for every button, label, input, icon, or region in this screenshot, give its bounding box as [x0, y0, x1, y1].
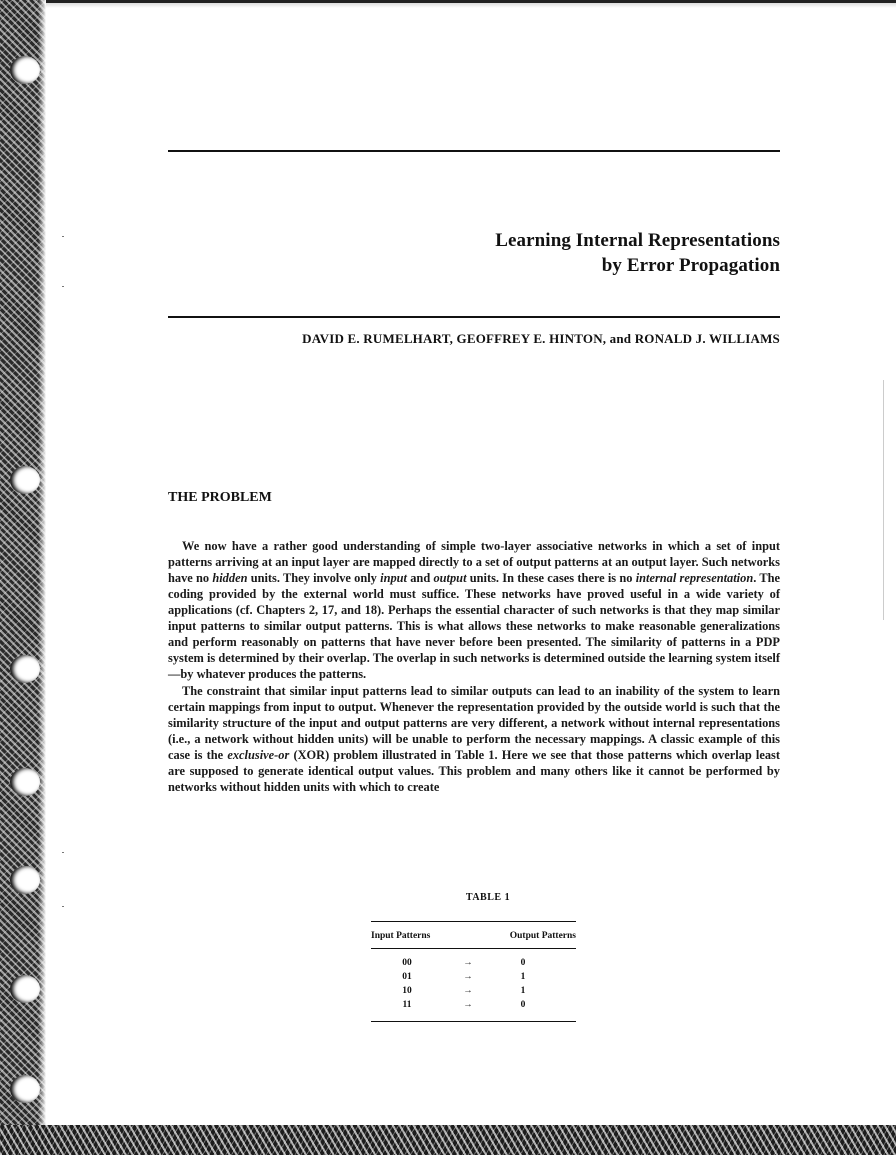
header-output-patterns: Output Patterns	[509, 931, 576, 941]
binder-hole	[10, 1075, 40, 1103]
italic-term: hidden	[212, 571, 248, 585]
top-rule	[168, 150, 780, 152]
author-line: DAVID E. RUMELHART, GEOFFREY E. HINTON, and RONALD J. WILLIAMS	[302, 331, 780, 346]
xor-table	[371, 921, 576, 1022]
text-run: The constraint that similar input patterns lead to similar outputs can lead to an inability of the system to learn certain mappings from input to output. Whenever the representation provided by the outside world is such that the similarity structure of the input and output patterns are very different, a network without internal representations (i.e., a network without hidden units) will be unable to perform the necessary mappings. A classic example of this case is the	[168, 684, 780, 762]
arrow-icon: →	[463, 1000, 473, 1010]
arrow-icon: →	[463, 986, 473, 996]
arrow-icon: →	[463, 958, 473, 968]
output-pattern-cell: 1	[520, 986, 526, 996]
output-pattern-cell: 0	[520, 958, 526, 968]
binder-hole	[10, 866, 40, 894]
paragraph	[168, 538, 780, 682]
table-row	[371, 970, 576, 984]
chapter-title	[300, 228, 780, 278]
text-run: and	[407, 571, 434, 585]
table-row	[371, 956, 576, 970]
scan-right-edge	[883, 380, 884, 620]
arrow-icon: →	[463, 972, 473, 982]
input-pattern-cell: 11	[402, 1000, 412, 1010]
section-heading: THE PROBLEM	[168, 490, 272, 505]
output-pattern-cell: 1	[520, 972, 526, 982]
title-line-2: by Error Propagation	[601, 255, 780, 276]
italic-term: exclusive-or	[227, 748, 290, 762]
table-caption: TABLE 1	[465, 892, 511, 903]
binder-hole	[10, 975, 40, 1003]
binder-hole	[10, 466, 40, 494]
header-input-patterns: Input Patterns	[371, 931, 431, 941]
author-rule	[168, 316, 780, 318]
title-line-1: Learning Internal Representations	[495, 230, 780, 251]
output-pattern-cell: 0	[520, 1000, 526, 1010]
scan-speck	[62, 852, 64, 853]
table-row	[371, 998, 576, 1012]
input-pattern-cell: 00	[402, 958, 412, 968]
scan-top-edge	[0, 0, 896, 8]
scan-bottom-edge	[0, 1125, 896, 1155]
text-run: . The coding provided by the external world must suffice. These networks have proved useful in a wide variety of applications (cf. Chapters 2, 17, and 18). Perhaps the essential character of such networks is that they map similar input patterns to similar output patterns. This is what allows these networks to make reasonable generalizations and perform reasonably on patterns that have never before been presented. The similarity of patterns in a PDP system is determined by their overlap. The overlap in such networks is determined outside the learning system itself—by whatever produces the patterns.	[168, 571, 780, 681]
body-text	[168, 538, 780, 795]
scan-left-border	[0, 0, 46, 1155]
binder-hole	[10, 655, 40, 683]
italic-term: input	[380, 571, 407, 585]
paragraph	[168, 683, 780, 795]
binder-hole	[10, 56, 40, 84]
text-run: We now have a rather good understanding of simple two-layer associative networks in which a set of input patterns arriving at an input layer are mapped directly to a set of output patterns at an output layer. Such networks have no	[168, 539, 780, 585]
scan-speck	[62, 286, 64, 287]
scan-speck	[62, 236, 64, 237]
table-header	[371, 922, 576, 948]
table-row	[371, 984, 576, 998]
table-body	[371, 949, 576, 1021]
italic-term: output	[433, 571, 467, 585]
table-bottom-rule	[371, 1021, 576, 1022]
text-run: units. They involve only	[247, 571, 381, 585]
scan-speck	[62, 906, 64, 907]
binder-hole	[10, 768, 40, 796]
input-pattern-cell: 01	[402, 972, 412, 982]
input-pattern-cell: 10	[402, 986, 412, 996]
italic-term: internal representation	[635, 571, 754, 585]
text-run: units. In these cases there is no	[466, 571, 636, 585]
text-run: (XOR) problem illustrated in Table 1. Here we see that those patterns which overlap least are supposed to generate identical output values. This problem and many others like it cannot be performed by networks without hidden units with which to create	[168, 748, 780, 794]
